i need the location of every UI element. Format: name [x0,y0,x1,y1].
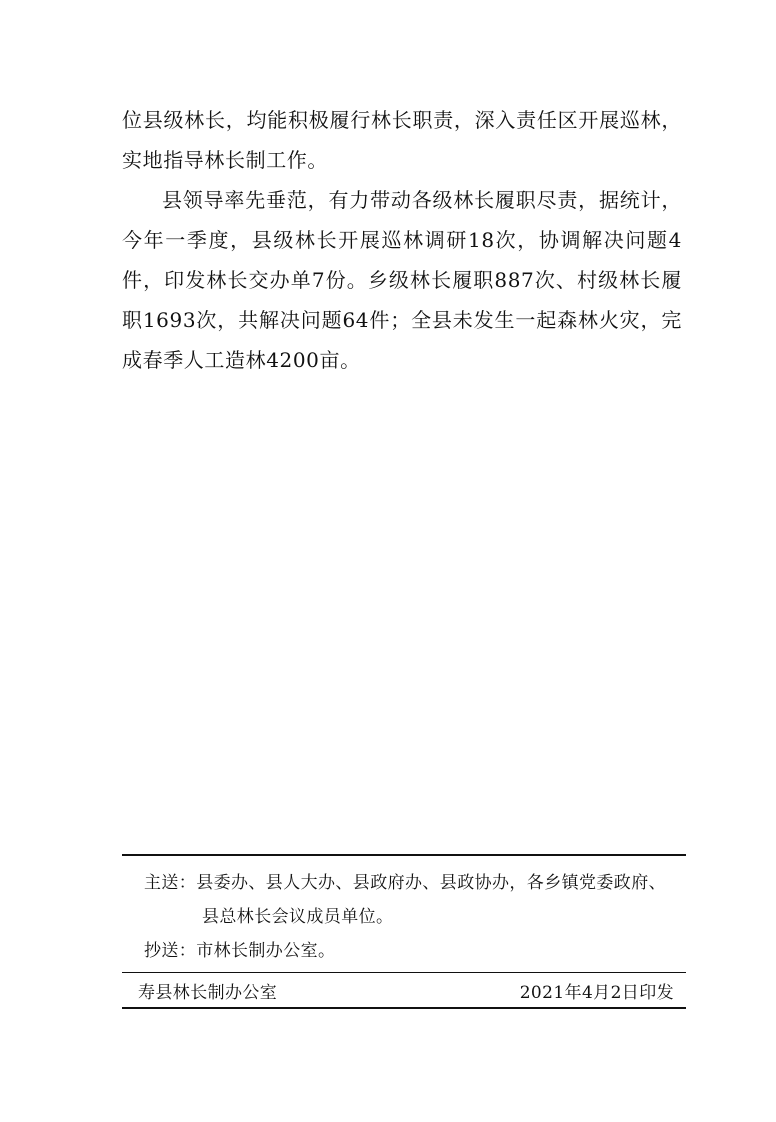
paragraph-statistics: 县领导率先垂范，有力带动各级林长履职尽责，据统计，今年一季度，县级林长开展巡林调研18次，协调解决问题4件，印发林长交办单7份。乡级林长履职887次、村级林长履职1693次，共解决问题64件；全县未发生一起森林火灾，完成春季人工造林4200亩。 [122,188,682,372]
issue-date: 2021年4月2日印发 [519,982,674,1003]
main-recipients-line-1: 县委办、县人大办、县政府办、县政协办，各乡镇党委政府、 [196,873,667,893]
issuer-name: 寿县林长制办公室 [138,982,278,1003]
paragraph-continued: 位县级林长，均能积极履行林长职责，深入责任区开展巡林，实地指导林长制工作。 [122,108,682,172]
footer-bottom-rule [122,1007,686,1009]
document-body [122,100,682,380]
copy-recipients-value: 市林长制办公室。 [196,941,336,961]
main-recipients-line-2: 县总林长会议成员单位。 [202,907,394,927]
copy-recipients-label: 抄送： [144,941,197,961]
main-recipients [122,856,686,934]
main-recipients-label: 主送： [144,873,197,893]
copy-recipients [122,934,686,972]
document-footer [122,854,686,1009]
issuance-row [122,973,686,1007]
